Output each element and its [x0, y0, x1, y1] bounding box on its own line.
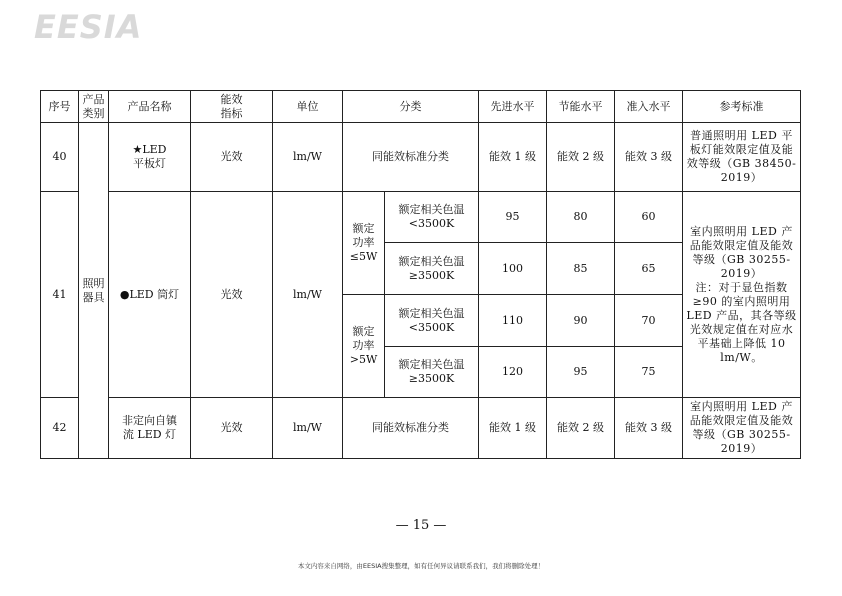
- color-temp-label: 额定相关色温 <3500K: [385, 295, 479, 347]
- indicator: 光效: [191, 192, 273, 398]
- entry-value: 60: [615, 192, 683, 243]
- energy-efficiency-table: [40, 90, 801, 459]
- color-temp-label: 额定相关色温 <3500K: [385, 192, 479, 243]
- entry-value: 75: [615, 347, 683, 398]
- classification: 同能效标准分类: [343, 398, 479, 459]
- page-number: — 15 —: [395, 518, 447, 533]
- entry-value: 65: [615, 243, 683, 295]
- row-number: 40: [41, 123, 79, 192]
- saving-level: 能效 2 级: [547, 123, 615, 192]
- advanced-value: 110: [479, 295, 547, 347]
- header-advanced: 先进水平: [479, 91, 547, 123]
- row-number: 42: [41, 398, 79, 459]
- product-name: ●LED 筒灯: [109, 192, 191, 398]
- advanced-level: 能效 1 级: [479, 398, 547, 459]
- header-indicator: 能效 指标: [191, 91, 273, 123]
- saving-value: 85: [547, 243, 615, 295]
- color-temp-label: 额定相关色温 ≥3500K: [385, 347, 479, 398]
- reference-standard: 室内照明用 LED 产品能效限定值及能效等级（GB 30255-2019） 注：对于显色指数≥90 的室内照明用 LED 产品，其各等级光效规定值在对应水平基础上降低 10 lm/W。: [683, 192, 801, 398]
- saving-level: 能效 2 级: [547, 398, 615, 459]
- footer-disclaimer: 本文内容来自网络，由EESIA搜集整理，如有任何异议请联系我们，我们将删除处理！: [297, 562, 545, 570]
- header-seq: 序号: [41, 91, 79, 123]
- table-row: [41, 398, 801, 459]
- power-group-label: 额定 功率 >5W: [343, 295, 385, 398]
- header-category: 产品 类别: [79, 91, 109, 123]
- saving-value: 90: [547, 295, 615, 347]
- product-name: 非定向自镇 流 LED 灯: [109, 398, 191, 459]
- brand-logo: EESIA: [34, 8, 143, 46]
- header-reference: 参考标准: [683, 91, 801, 123]
- reference-standard: 普通照明用 LED 平板灯能效限定值及能效等级（GB 38450-2019）: [683, 123, 801, 192]
- entry-level: 能效 3 级: [615, 123, 683, 192]
- saving-value: 80: [547, 192, 615, 243]
- unit: lm/W: [273, 192, 343, 398]
- product-category: 照明 器具: [79, 123, 109, 459]
- header-unit: 单位: [273, 91, 343, 123]
- entry-level: 能效 3 级: [615, 398, 683, 459]
- row-number: 41: [41, 192, 79, 398]
- unit: lm/W: [273, 123, 343, 192]
- indicator: 光效: [191, 123, 273, 192]
- header-classification: 分类: [343, 91, 479, 123]
- saving-value: 95: [547, 347, 615, 398]
- indicator: 光效: [191, 398, 273, 459]
- advanced-value: 95: [479, 192, 547, 243]
- power-group-label: 额定 功率 ≤5W: [343, 192, 385, 295]
- advanced-value: 100: [479, 243, 547, 295]
- table-row: [41, 123, 801, 192]
- header-product-name: 产品名称: [109, 91, 191, 123]
- header-entry: 准入水平: [615, 91, 683, 123]
- entry-value: 70: [615, 295, 683, 347]
- advanced-value: 120: [479, 347, 547, 398]
- color-temp-label: 额定相关色温 ≥3500K: [385, 243, 479, 295]
- header-saving: 节能水平: [547, 91, 615, 123]
- table-row: [41, 192, 801, 243]
- classification: 同能效标准分类: [343, 123, 479, 192]
- reference-standard: 室内照明用 LED 产品能效限定值及能效等级（GB 30255-2019）: [683, 398, 801, 459]
- unit: lm/W: [273, 398, 343, 459]
- product-name: ★LED 平板灯: [109, 123, 191, 192]
- table-header-row: [41, 91, 801, 123]
- advanced-level: 能效 1 级: [479, 123, 547, 192]
